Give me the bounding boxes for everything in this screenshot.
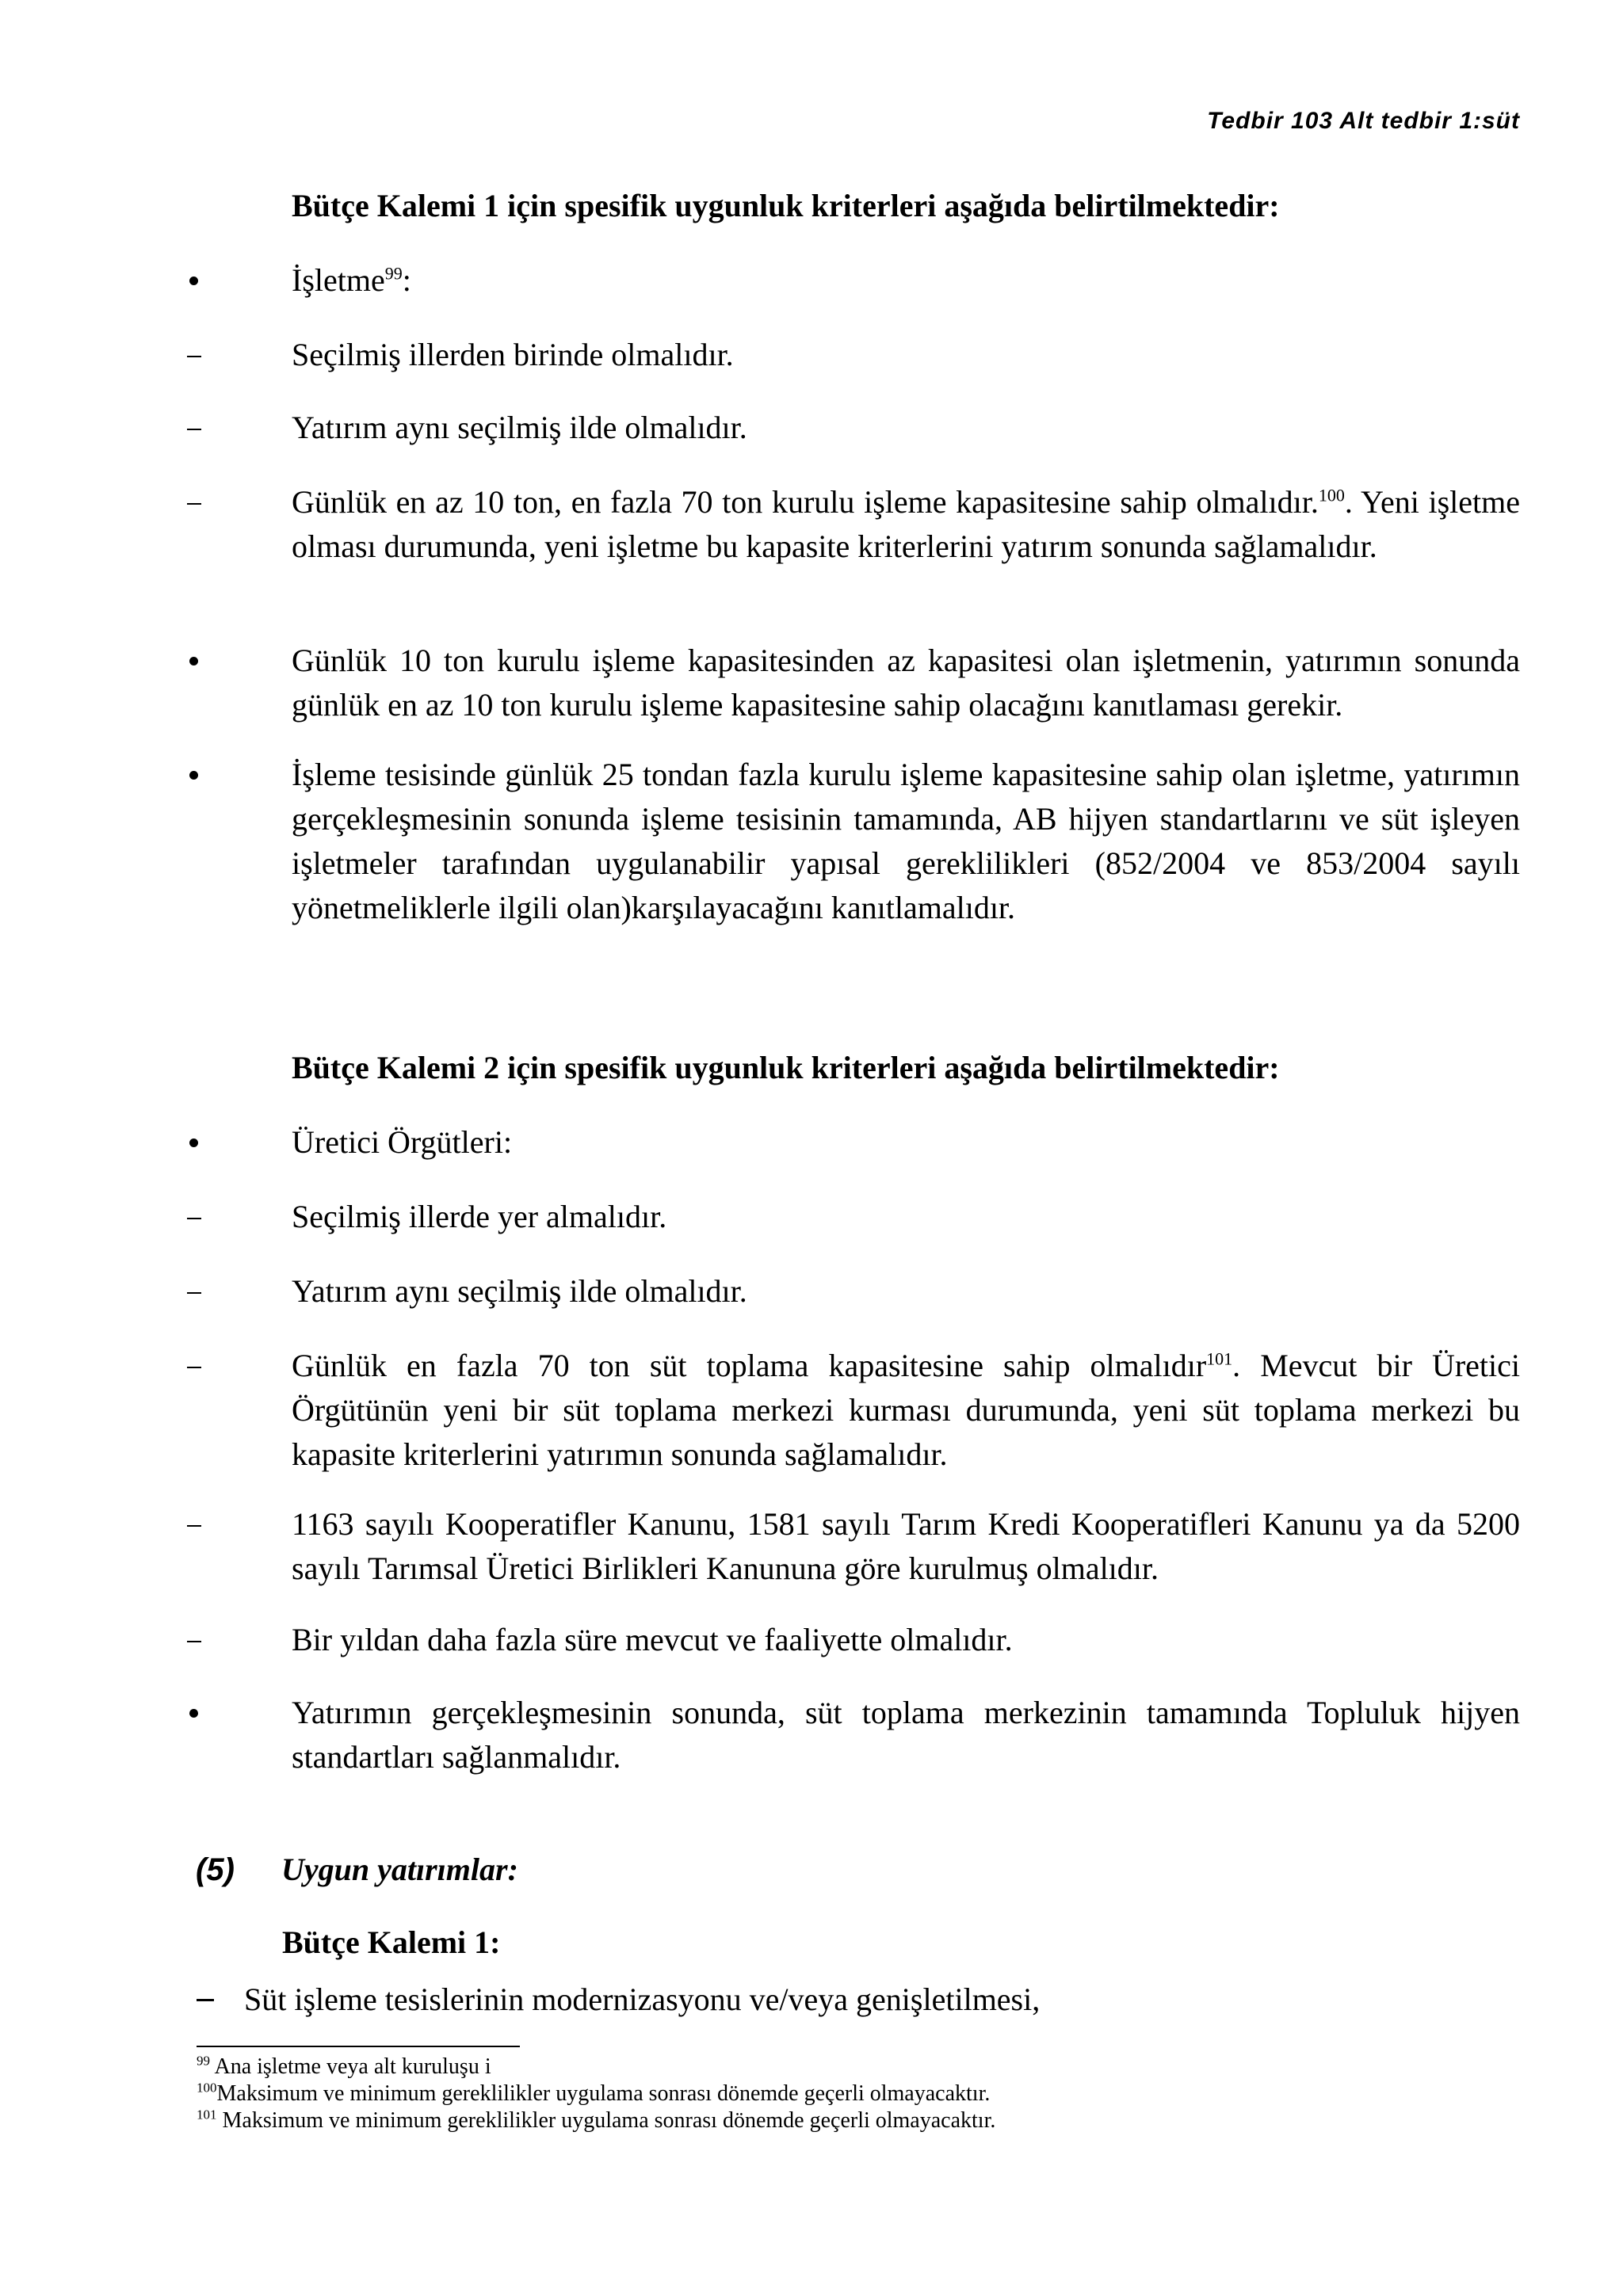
block2-heading: Bütçe Kalemi 2 için spesifik uygunluk kriterleri aşağıda belirtilmektedir: [292,1050,1280,1085]
footnote-ref-101: 101 [1206,1348,1233,1369]
block2-bullet-2-text: Yatırımın gerçekleşmesinin sonunda, süt toplama merkezinin tamamında Topluluk hijyen standartları sağlanmalıdır. [292,1695,1520,1775]
block1-dash-2-text: Yatırım aynı seçilmiş ilde olmalıdır. [292,410,747,445]
dash-icon [187,1218,201,1219]
block1-dash-3-text [292,480,1520,569]
page-header: Tedbir 103 Alt tedbir 1:süt [1207,108,1520,134]
block2-bullet-1-text: Üretici Örgütleri: [292,1124,513,1160]
dash-icon [187,356,201,357]
dash3-text-b: . Mevcut bir Üretici Örgütünün yeni bir süt toplama merkezi kurması durumunda, yeni süt toplama merkezi bu kapasite kriterlerini yatırımın sonunda sağlamalıdır. [292,1348,1520,1472]
footnote-number: 99 [197,2053,210,2069]
isletme-colon: : [402,262,411,298]
section5-subheading: Bütçe Kalemi 1: [282,1924,501,1960]
footnote-100 [197,2081,990,2107]
footnote-text: Ana işletme veya alt kuruluşu i [214,2054,491,2079]
footnote-number: 101 [197,2107,217,2122]
block1-bullet-2-text: Günlük 10 ton kurulu işleme kapasitesinden az kapasitesi olan işletmenin, yatırımın sonunda günlük en az 10 ton kurulu işleme kapasitesine sahip olacağını kanıtlaması gerekir. [292,643,1520,723]
block2-dash-5-text: Bir yıldan daha fazla süre mevcut ve faaliyette olmalıdır. [292,1622,1013,1657]
dash3-text-b: . Yeni işletme olması durumunda, yeni işletme bu kapasite kriterlerini yatırım sonunda sağlamalıdır. [292,484,1521,564]
bullet-icon [189,1138,198,1147]
dash-icon [187,1525,201,1527]
block2-dash-3-text [292,1344,1520,1477]
dash-icon [187,1292,201,1294]
isletme-label: İşletme [292,262,385,298]
bullet-icon [189,657,198,666]
footnote-separator [197,2046,520,2047]
dash-icon [187,1641,201,1642]
footnote-101 [197,2107,995,2134]
dash3-text-a: Günlük en az 10 ton, en fazla 70 ton kurulu işleme kapasitesine sahip olmalıdır. [292,484,1319,520]
section-number: (5) [196,1852,235,1887]
bullet-icon [189,1709,198,1718]
dash-icon [187,503,201,505]
bullet-icon [189,771,198,780]
block2-dash-2-text: Yatırım aynı seçilmiş ilde olmalıdır. [292,1273,747,1309]
dash-icon [187,429,201,430]
dash-icon [187,1367,201,1368]
footnote-number: 100 [197,2080,217,2096]
bullet-icon [189,277,198,285]
dash-icon [197,1999,214,2001]
block1-heading: Bütçe Kalemi 1 için spesifik uygunluk kriterleri aşağıda belirtilmektedir: [292,188,1280,223]
block2-dash-4-text: 1163 sayılı Kooperatifler Kanunu, 1581 sayılı Tarım Kredi Kooperatifleri Kanunu ya da 5200 sayılı Tarımsal Üretici Birlikleri Kanununa göre kurulmuş olmalıdır. [292,1506,1520,1586]
footnote-ref-100: 100 [1318,485,1345,505]
section-title: Uygun yatırımlar: [281,1852,518,1887]
footnote-text: Maksimum ve minimum gereklilikler uygulama sonrası dönemde geçerli olmayacaktır. [216,2108,996,2133]
section5-dash-1-text: Süt işleme tesislerinin modernizasyonu ve/veya genişletilmesi, [244,1981,1041,2017]
block1-dash-1-text: Seçilmiş illerden birinde olmalıdır. [292,337,734,372]
block1-bullet-3-text: İşleme tesisinde günlük 25 tondan fazla kurulu işleme kapasitesine sahip olan işletme, yatırımın gerçekleşmesinin sonunda işleme tesisinin tamamında, AB hijyen standartlarını ve süt işleyen işletmeler tarafından uygulanabilir yapısal gereklilikleri (852/2004 ve 853/2004 sayılı yönetmeliklerle ilgili olan)karşılayacağını kanıtlamalıdır. [292,757,1520,925]
block2-dash-1-text: Seçilmiş illerde yer almalıdır. [292,1199,667,1234]
footnote-99 [197,2054,491,2081]
footnote-ref-99: 99 [384,263,403,284]
dash3-text-a: Günlük en fazla 70 ton süt toplama kapasitesine sahip olmalıdır [292,1348,1207,1383]
footnote-text: Maksimum ve minimum gereklilikler uygulama sonrası dönemde geçerli olmayacaktır. [216,2081,991,2106]
